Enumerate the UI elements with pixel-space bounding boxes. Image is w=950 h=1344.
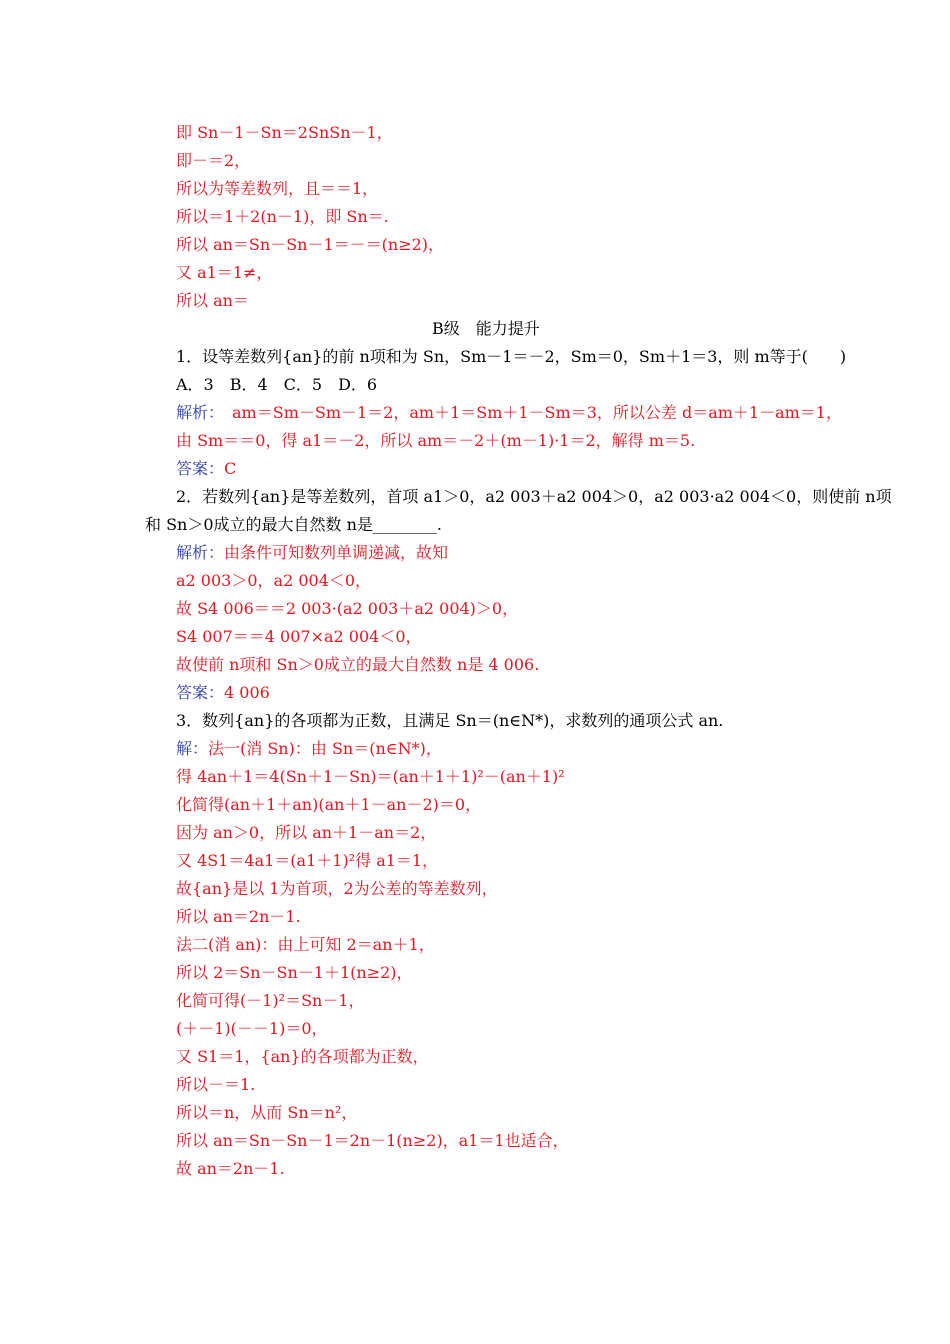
section-heading: B级 能力提升: [432, 319, 540, 338]
text-line: 故 S4 006＝＝2 003·(a2 003＋a2 004)＞0，: [176, 599, 519, 618]
question-line: 1．设等差数列{an}的前 n项和为 Sn，Sm－1＝－2，Sm＝0，Sm＋1＝3，则 m等于( ): [176, 347, 847, 366]
text-line: 化简得(an＋1＋an)(an＋1－an－2)＝0，: [176, 795, 482, 814]
text-line: 化简可得(－1)²＝Sn－1，: [176, 991, 365, 1010]
text-line: 又 S1＝1，{an}的各项都为正数，: [176, 1047, 429, 1066]
text-line: 又 a1＝1≠，: [176, 263, 273, 282]
text-line: S4 007＝＝4 007×a2 004＜0，: [176, 627, 422, 646]
text-line: 即－＝2，: [176, 151, 251, 170]
text-line: 得 4an＋1＝4(Sn＋1－Sn)＝(an＋1＋1)²－(an＋1)²: [176, 767, 565, 786]
text-line: 所以为等差数列，且＝＝1，: [176, 179, 379, 198]
text-line: (＋－1)(－－1)＝0，: [176, 1019, 328, 1038]
solution-label: 解析：: [176, 403, 217, 422]
text-line: 因为 an＞0，所以 an＋1－an＝2，: [176, 823, 437, 842]
choices-line: A．3 B．4 C．5 D．6: [176, 375, 378, 394]
answer-label: 答案：: [176, 683, 225, 702]
text-line: 又 4S1＝4a1＝(a1＋1)²得 a1＝1，: [176, 851, 439, 870]
question-line: 3．数列{an}的各项都为正数，且满足 Sn＝(n∈N*)，求数列的通项公式 an.: [176, 711, 724, 730]
text-line: 所以 an＝Sn－Sn－1＝－＝(n≥2)，: [176, 235, 445, 254]
text-line: 故 an＝2n－1.: [176, 1159, 285, 1178]
text-line: 所以 an＝: [176, 291, 249, 310]
text-line: 所以＝n，从而 Sn＝n²，: [176, 1103, 358, 1122]
text-line: 所以 an＝Sn－Sn－1＝2n－1(n≥2)，a1＝1也适合，: [176, 1131, 569, 1150]
question-line: 2．若数列{an}是等差数列，首项 a1＞0，a2 003＋a2 004＞0，a2 003·a2 004＜0，则使前 n项: [176, 487, 892, 506]
text-line: 即 Sn－1－Sn＝2SnSn－1，: [176, 123, 393, 142]
text-line: 解析： am＝Sm－Sm－1＝2，am＋1＝Sm＋1－Sm＝3，所以公差 d＝am＋1－am＝1，: [176, 403, 842, 422]
text-line: 所以＝1＋2(n－1)，即 Sn＝.: [176, 207, 389, 226]
text-line: 答案：4 006: [176, 683, 270, 702]
text-line: 所以－＝1.: [176, 1075, 256, 1094]
text-line: 所以 an＝2n－1.: [176, 907, 301, 926]
solution-label: 解：: [176, 739, 209, 758]
text-line: 解析：由条件可知数列单调递减，故知: [176, 543, 449, 562]
text-line: 所以 2＝Sn－Sn－1＋1(n≥2)，: [176, 963, 413, 982]
text-line: 故使前 n项和 Sn＞0成立的最大自然数 n是 4 006.: [176, 655, 540, 674]
text-line: a2 003＞0，a2 004＜0，: [176, 571, 372, 590]
text-line: 解：法一(消 Sn)：由 Sn＝(n∈N*)，: [176, 739, 442, 758]
question-line: 和 Sn＞0成立的最大自然数 n是________.: [145, 515, 443, 534]
text-line: 由 Sm＝＝0，得 a1＝－2，所以 am＝－2＋(m－1)·1＝2，解得 m＝5.: [176, 431, 696, 450]
text-line: 法二(消 an)：由上可知 2＝an＋1，: [176, 935, 435, 954]
answer-label: 答案：: [176, 459, 225, 478]
solution-label: 解析：: [176, 543, 225, 562]
text-line: 答案：C: [176, 459, 237, 478]
text-line: 故{an}是以 1为首项，2为公差的等差数列，: [176, 879, 498, 898]
